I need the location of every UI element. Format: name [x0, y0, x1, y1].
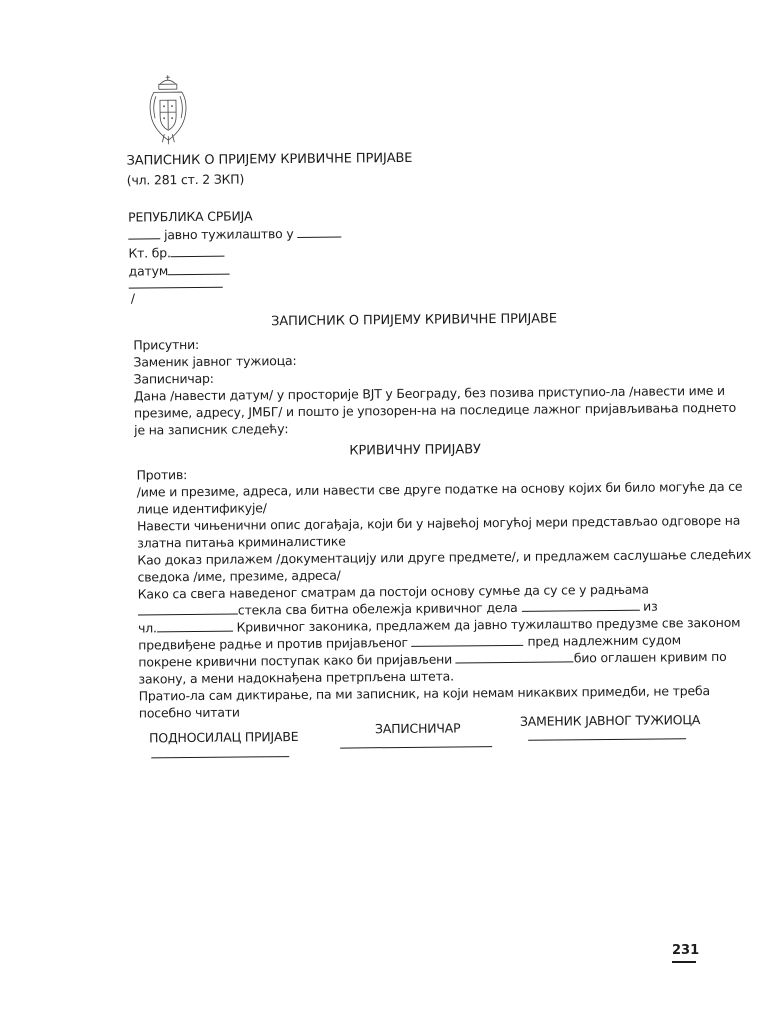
case-number-blank — [171, 245, 225, 258]
body-line-7: Како са свега наведеног сматрам да постоји основу сумње да су се у радњама — [138, 582, 649, 602]
present-label: Присутни: — [133, 337, 199, 353]
deputy-label: Заменик јавног тужиоца: — [133, 353, 296, 370]
deputy-signature-line — [528, 738, 686, 741]
republic-label: РЕПУБЛИКА СРБИЈА — [128, 208, 253, 224]
document-title: ЗАПИСНИК О ПРИЈЕМУ КРИВИЧНЕ ПРИЈАВЕ — [126, 151, 412, 169]
main-title: ЗАПИСНИК О ПРИЈЕМУ КРИВИЧНЕ ПРИЈАВЕ — [271, 311, 557, 329]
body-line-9-text: Кривичног законика, предлажем да јавно тужилаштво предузме све законом — [236, 615, 740, 635]
legal-reference: (чл. 281 ст. 2 ЗКП) — [127, 171, 245, 187]
body-line-4: златна питања криминалистике — [137, 534, 346, 551]
offender-blank — [138, 603, 238, 616]
body-line-10-text: предвиђене радње и против пријављеног — [138, 635, 408, 653]
against-label: Против: — [136, 467, 187, 482]
section-title: КРИВИЧНУ ПРИЈАВУ — [349, 442, 481, 458]
slash-mark: / — [131, 291, 135, 306]
body-line-10-end: пред надлежним судом — [527, 632, 681, 648]
body-line-14: посебно читати — [139, 705, 240, 721]
accused-name-blank — [456, 650, 574, 663]
body-line-1: /име и презиме, адреса, или навести све друге податке на основу којих би било могуће да се — [137, 479, 743, 500]
clerk-signature-label: ЗАПИСНИЧАР — [375, 720, 461, 736]
intro-line-1: Дана /навести датум/ у просторије ВЈТ у Београду, без позива приступио-ла /навести име и — [134, 383, 725, 404]
case-number-label: Кт. бр. — [128, 245, 170, 260]
crime-blank — [521, 599, 639, 612]
article-blank — [157, 620, 233, 633]
date-label: датум — [129, 263, 169, 278]
prosecution-city-blank — [297, 226, 341, 238]
body-line-8-end: из — [643, 599, 658, 614]
body-line-11-text: покрене кривични поступак како би пријављени — [138, 652, 452, 670]
body-line-11 — [138, 649, 726, 670]
clerk-label: Записничар: — [134, 371, 214, 387]
intro-line-2: презиме, адресу, ЈМБГ/ и пошто је упозорен-на на последице лажног пријављивања поднето — [134, 400, 736, 421]
body-line-6: сведока /име, презиме, адреса/ — [137, 568, 340, 585]
applicant-signature-label: ПОДНОСИЛАЦ ПРИЈАВЕ — [149, 729, 298, 745]
page-number: 231 — [672, 943, 699, 958]
body-line-11-end: био оглашен кривим по — [574, 649, 727, 665]
deputy-signature-label: ЗАМЕНИК ЈАВНОГ ТУЖИОЦА — [520, 712, 700, 729]
page-number-underline — [672, 961, 696, 963]
body-line-8-text: стекла сва битна обележја кривичног дела — [238, 600, 518, 618]
body-line-5: Као доказ прилажем /документацију или друге предмете/, и предлажем саслушање следећих — [137, 547, 751, 568]
extra-blank-line — [129, 287, 223, 289]
date-blank — [168, 263, 230, 276]
body-line-12: закону, а мени надокнађена претрпљена штета. — [138, 668, 453, 686]
intro-line-3: је на записник следећу: — [134, 421, 288, 437]
prosecution-label: јавно тужилаштво у — [164, 226, 294, 242]
article-label: чл. — [138, 620, 157, 635]
body-line-3: Навести чињенични опис догађаја, који би у највећој могућој мери представљао одговоре на — [137, 513, 740, 534]
date-line — [129, 263, 231, 279]
prosecution-type-blank — [128, 227, 160, 239]
serbian-coat-of-arms-icon — [146, 74, 191, 146]
body-line-13: Пратио-ла сам диктирање, па ми записник, на који немам никаквих примедби, не треба — [139, 683, 710, 703]
prosecution-line — [128, 226, 341, 243]
body-line-2: лице идентификује/ — [137, 500, 267, 516]
clerk-signature-line — [340, 746, 492, 748]
case-number-line — [128, 245, 224, 261]
applicant-signature-line — [151, 756, 289, 758]
accused-blank — [412, 634, 524, 647]
